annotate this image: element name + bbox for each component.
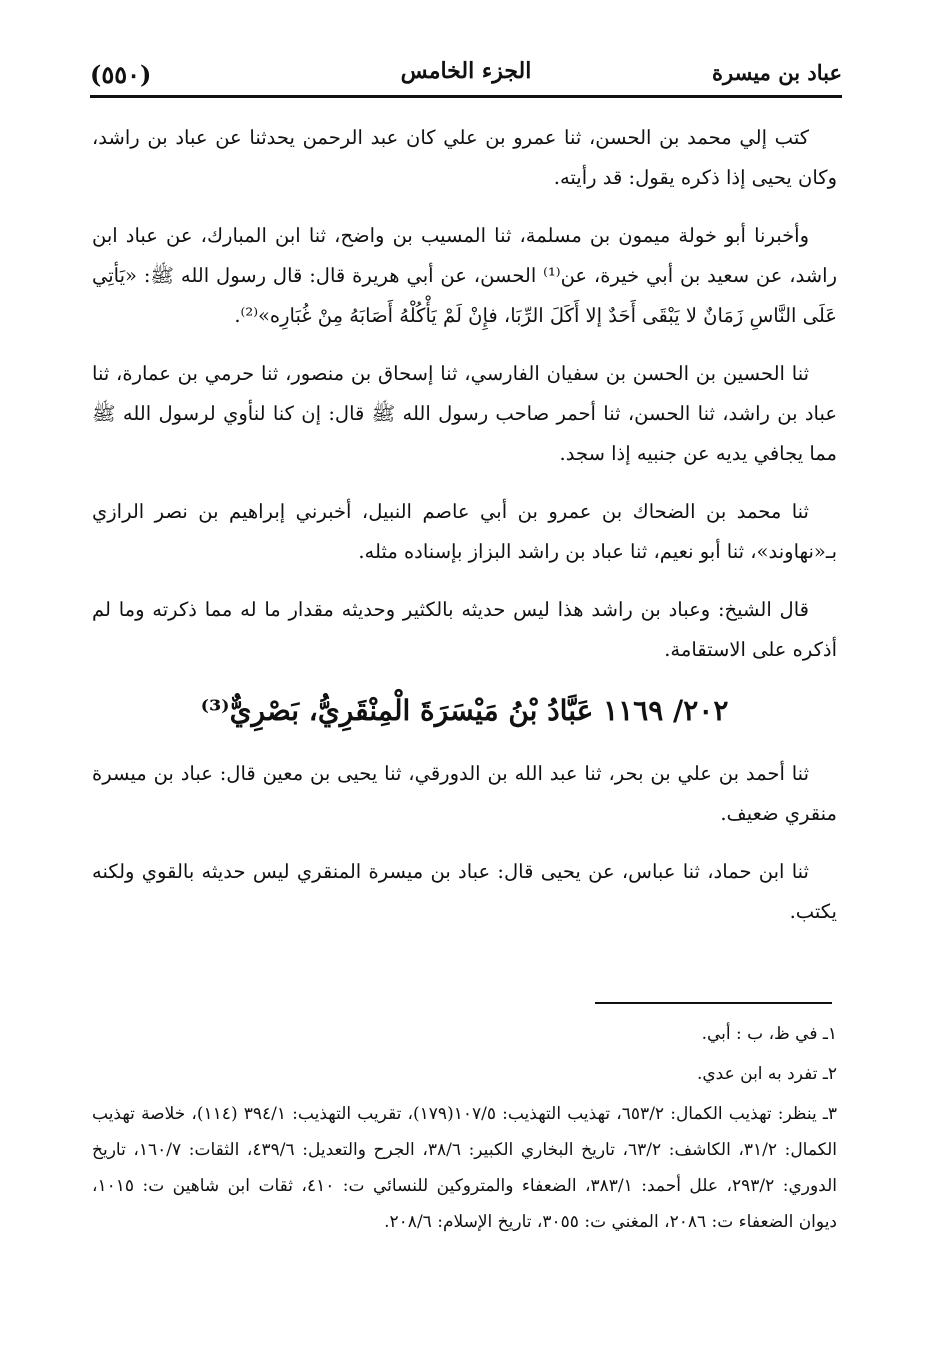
- footnote-3: ٣ـ ينظر: تهذيب الكمال: ٦٥٣/٢، تهذيب التهذيب: ١٠٧/٥(١٧٩)، تقريب التهذيب: ٣٩٤/١ (١١٤)، خلاصة تهذيب الكمال: ٣١/٢، الكاشف: ٦٣/٢، تاريخ البخاري الكبير: ٣٨/٦، الجرح والتعديل: ٤٣٩/٦، الثقات: ١٦٠/٧، تاريخ الدوري: ٢٩٣/٢، علل أحمد: ٣٨٣/١، الضعفاء والمتروكين للنسائي ت: ٤١٠، ثقات ابن شاهين ت: ١٠١٥، ديوان الضعفاء ت: ٢٠٨٦، المغني ت: ٣٠٥٥، تاريخ الإسلام: ٢٠٨/٦.: [92, 1104, 838, 1232]
- header-rule: [90, 95, 842, 98]
- paragraph-1: كتب إلي محمد بن الحسن، ثنا عمرو بن علي كان عبد الرحمن يحدثنا عن عباد بن راشد، وكان يحيى إذا ذكره يقول: قد رأيته.: [92, 126, 837, 189]
- page-header: [90, 50, 842, 92]
- running-title: عباد بن ميسرة: [712, 60, 842, 85]
- main-text: [92, 118, 837, 950]
- paragraph-4: ثنا محمد بن الضحاك بن عمرو بن أبي عاصم النبيل، أخبرني إبراهيم بن نصر الرازي بـ«نهاوند»، ثنا أبو نعيم، ثنا عباد بن راشد البزاز بإسناده مثله.: [92, 500, 837, 563]
- entry-heading: ٢٠٢/ ١١٦٩ عَبَّادُ بْنُ مَيْسَرَةَ الْمِنْقَرِيُّ، بَصْرِيٌّ⁽³⁾: [200, 694, 729, 727]
- footnotes: [92, 1016, 837, 1244]
- entry-paragraph-1: ثنا أحمد بن علي بن بحر، ثنا عبد الله بن الدورقي، ثنا يحيى بن معين قال: عباد بن ميسرة منقري ضعيف.: [92, 762, 837, 825]
- paragraph-2: وأخبرنا أبو خولة ميمون بن مسلمة، ثنا المسيب بن واضح، ثنا ابن المبارك، عن عباد ابن راشد، عن سعيد بن أبي خيرة، عن⁽¹⁾ الحسن، عن أبي هريرة قال: قال رسول الله ﷺ: «يَأتِي عَلَى النَّاسِ زَمَانٌ لا يَبْقَى أَحَدٌ إلا أَكَلَ الرِّبَا، فإِنْ لَمْ يَأْكُلْهُ أَصَابَهُ مِنْ غُبَارِه»⁽²⁾.: [92, 224, 837, 327]
- paragraph-3: ثنا الحسين بن الحسن بن سفيان الفارسي، ثنا إسحاق بن منصور، ثنا حرمي بن عمارة، ثنا عباد بن راشد، ثنا الحسن، ثنا أحمر صاحب رسول الله ﷺ قال: إن كنا لنأوي لرسول الله ﷺ مما يجافي يديه عن جنبيه إذا سجد.: [92, 362, 837, 465]
- footnote-rule: [595, 1002, 832, 1004]
- footnote-1: ١ـ في ظ، ب : أبي.: [701, 1024, 837, 1044]
- entry-paragraph-2: ثنا ابن حماد، ثنا عباس، عن يحيى قال: عباد بن ميسرة المنقري ليس حديثه بالقوي ولكنه يكتب.: [92, 860, 837, 923]
- footnote-2: ٢ـ تفرد به ابن عدي.: [696, 1064, 837, 1084]
- paragraph-5: قال الشيخ: وعباد بن راشد هذا ليس حديثه بالكثير وحديثه مقدار ما له مما ذكرته وما لم أذكره على الاستقامة.: [92, 598, 837, 661]
- volume-title: الجزء الخامس: [400, 58, 532, 84]
- page-number: (٥٥٠): [90, 60, 152, 89]
